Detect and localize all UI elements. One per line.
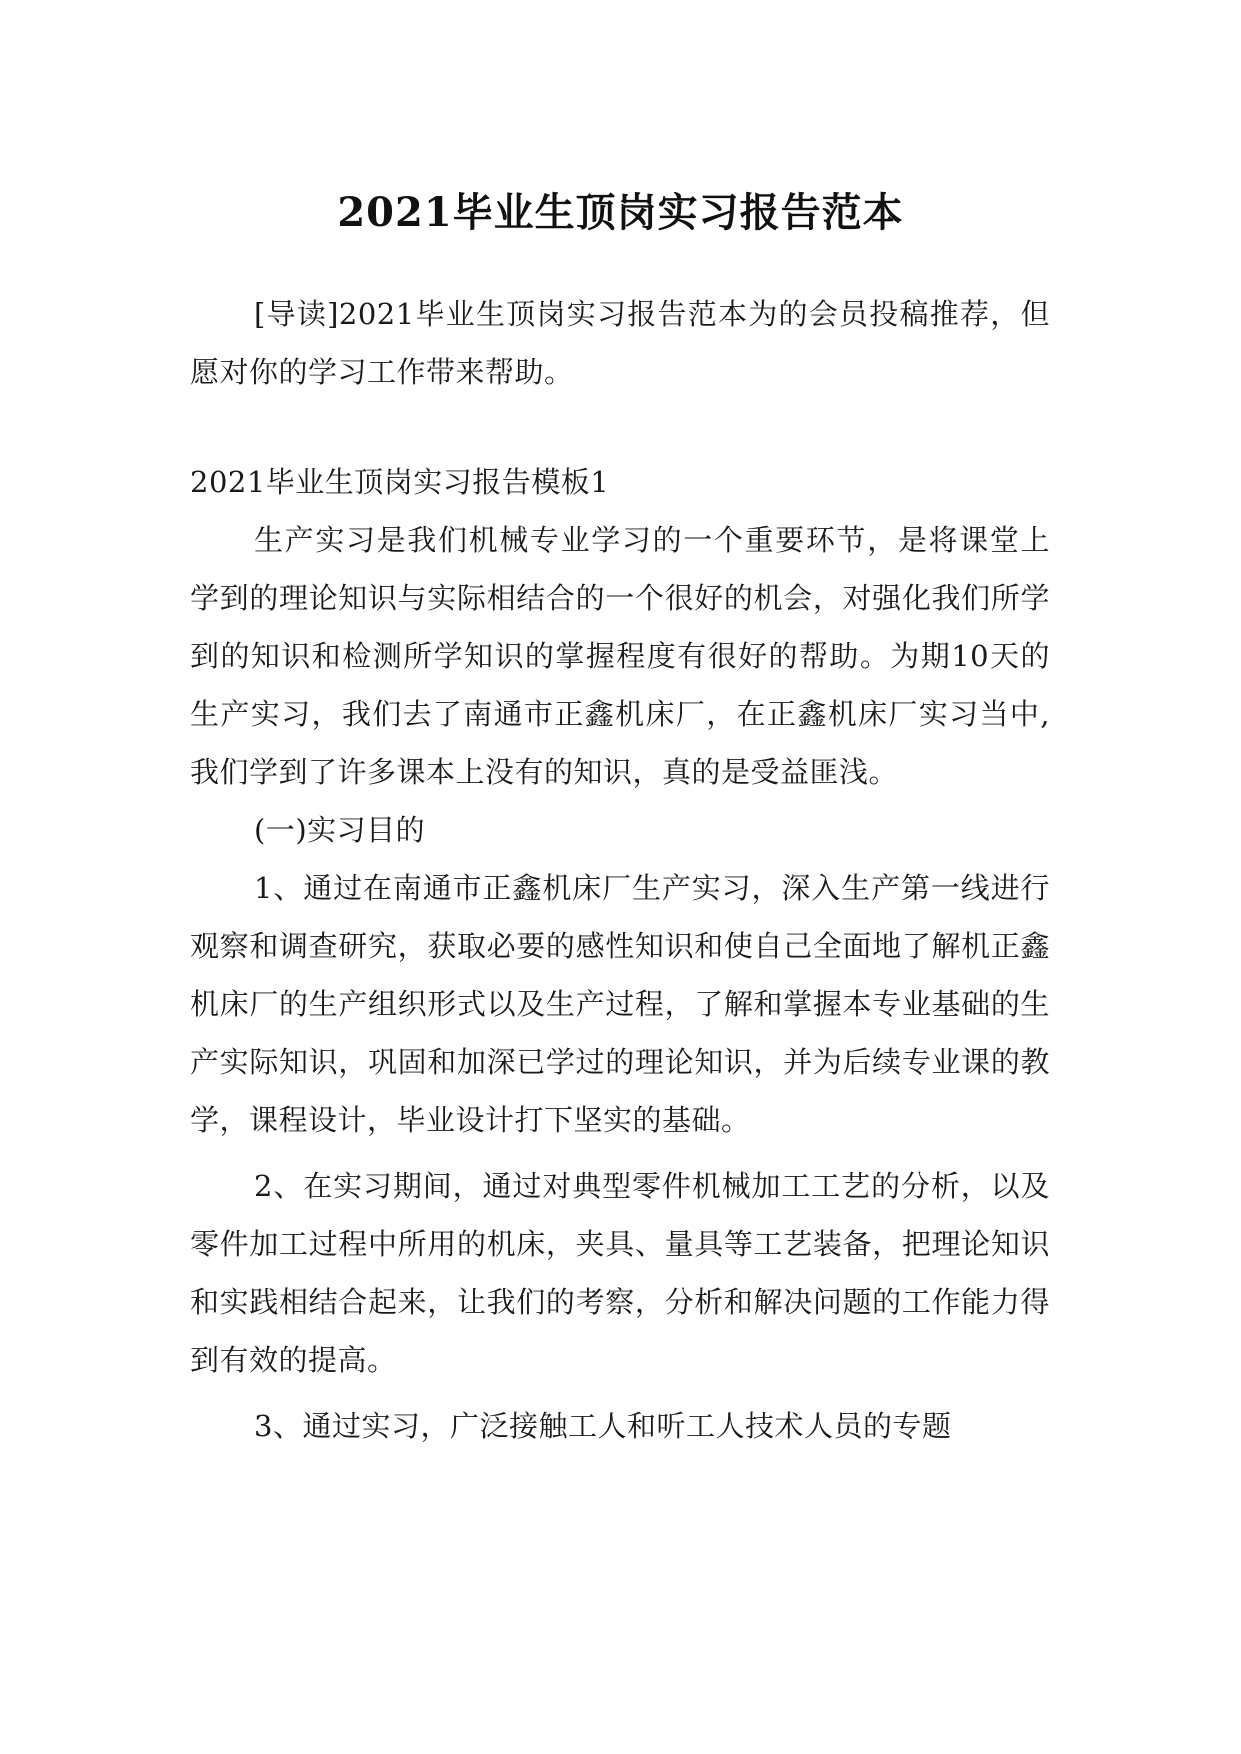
subheading-purpose: (一)实习目的 — [254, 813, 426, 847]
body-paragraph: 3、通过实习，广泛接触工人和听工人技术人员的专题 — [254, 1409, 952, 1443]
body-paragraph: 1、通过在南通市正鑫机床厂生产实习，深入生产第一线进行观察和调查研究，获取必要的感性知识和使自己全面地了解机正鑫机床厂的生产组织形式以及生产过程，了解和掌握本专业基础的生产实际知识，巩固和加深已学过的理论知识，并为后续专业课的教学，课程设计，毕业设计打下坚实的基础。 — [190, 871, 1050, 1137]
body-paragraph: 2、在实习期间，通过对典型零件机械加工工艺的分析，以及零件加工过程中所用的机床，夹具、量具等工艺装备，把理论知识和实践相结合起来，让我们的考察，分析和解决问题的工作能力得到有效的提高。 — [190, 1169, 1050, 1377]
section-heading: 2021毕业生顶岗实习报告模板1 — [190, 465, 610, 499]
intro-paragraph: [导读]2021毕业生顶岗实习报告范本为的会员投稿推荐，但愿对你的学习工作带来帮助。 — [190, 297, 1050, 389]
body-paragraph: 生产实习是我们机械专业学习的一个重要环节，是将课堂上学到的理论知识与实际相结合的一个很好的机会，对强化我们所学到的知识和检测所学知识的掌握程度有很好的帮助。为期10天的生产实习，我们去了南通市正鑫机床厂，在正鑫机床厂实习当中,我们学到了许多课本上没有的知识，真的是受益匪浅。 — [190, 523, 1050, 789]
document-title: 2021毕业生顶岗实习报告范本 — [337, 188, 904, 236]
document-body — [190, 285, 1050, 1455]
